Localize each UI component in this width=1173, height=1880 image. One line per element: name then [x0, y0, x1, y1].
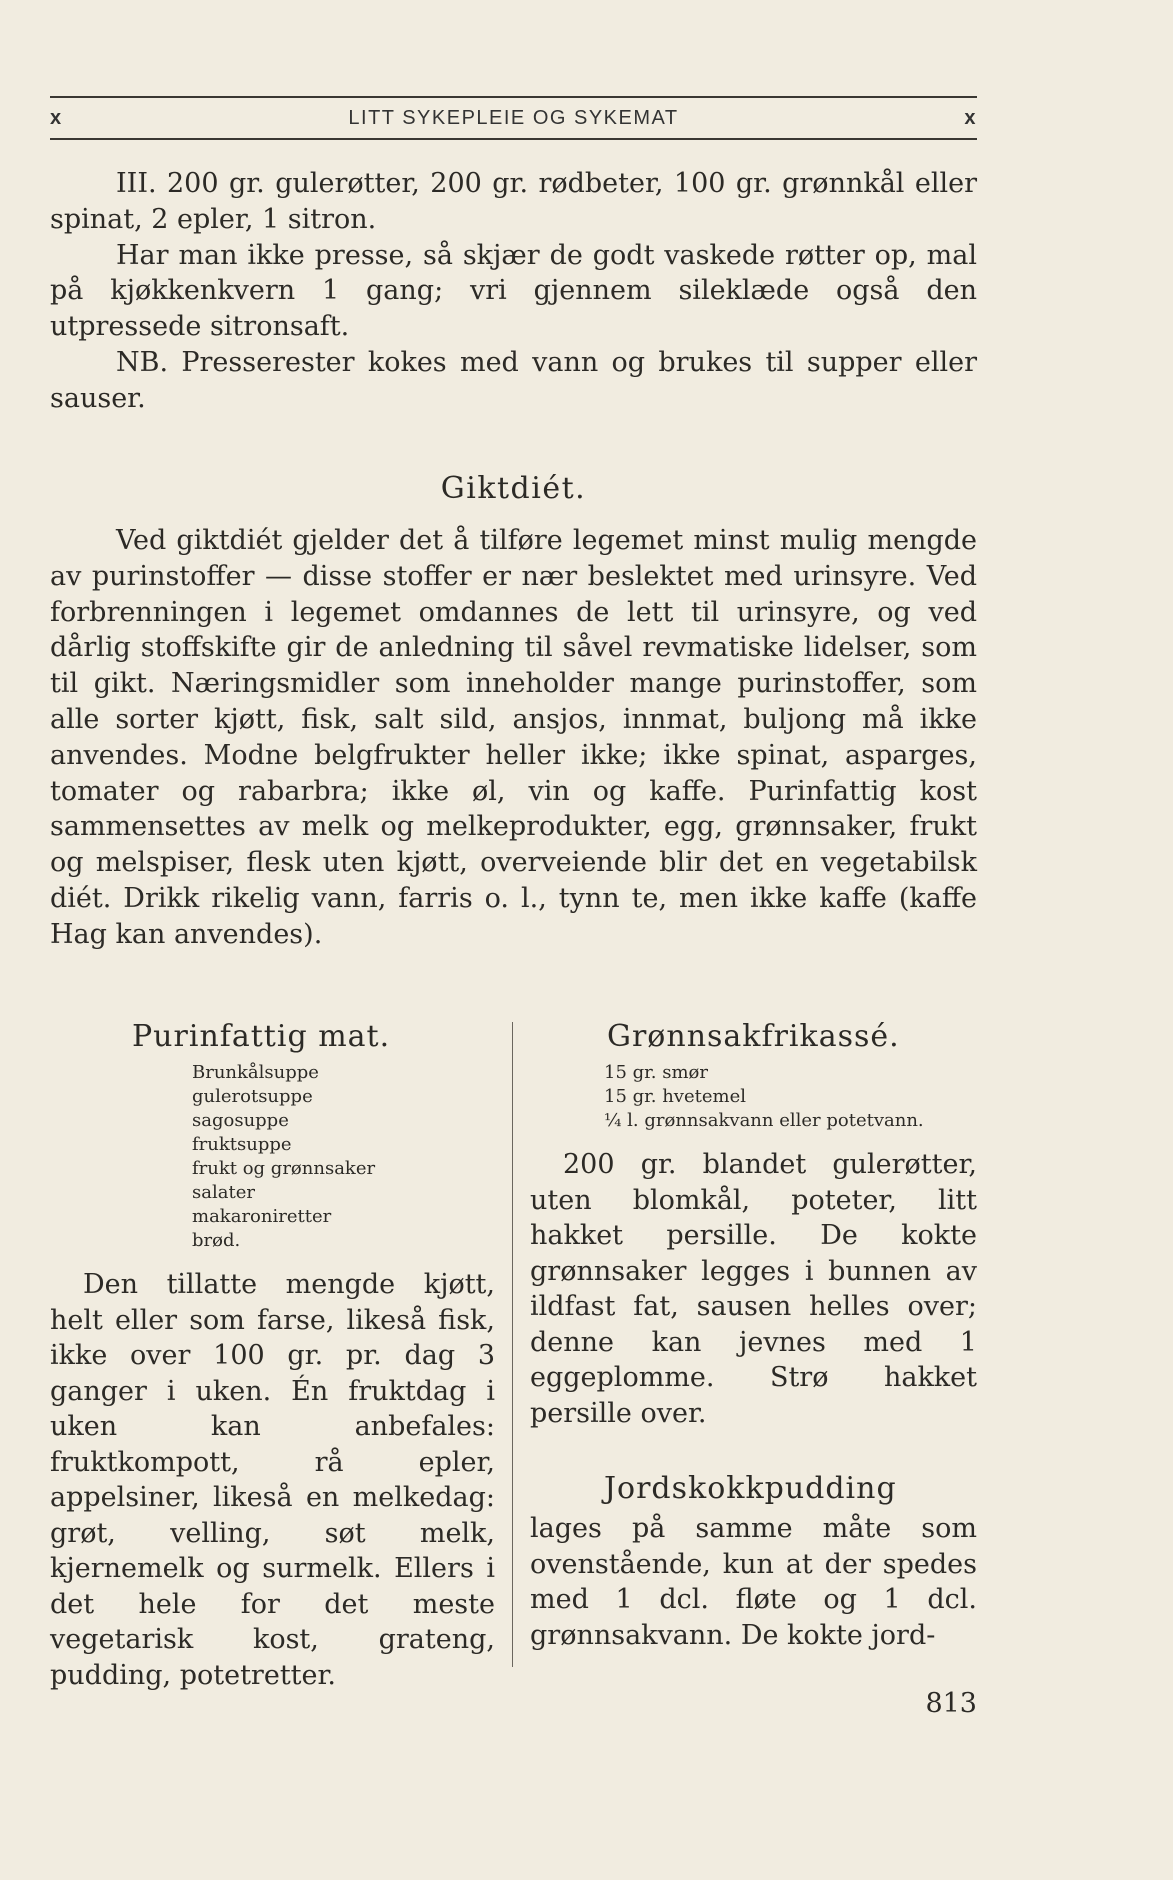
purinfattig-title: Purinfattig mat.: [132, 1019, 391, 1054]
list-item: gulerotsuppe: [192, 1086, 313, 1107]
jordskokk-title: Jordskokkpudding: [604, 1471, 897, 1506]
right-column: [530, 1015, 977, 1653]
header-left-mark: x: [50, 106, 63, 129]
list-item: 15 gr. hvetemel: [604, 1086, 746, 1107]
giktdiet-paragraph: Ved giktdiét gjelder det å tilføre legemet minst mulig mengde av purinstoffer — disse stoffer er nær beslektet med urinsyre. Ved forbrenningen i legemet omdannes de lett til urinsyre, og ved dårlig stoffskifte gir de anledning til såvel revmatiske lidelser, som til gikt. Næringsmidler som inneholder mange purinstoffer, som alle sorter kjøtt, fisk, salt sild, ansjos, innmat, buljong må ikke anvendes. Modne belgfrukter heller ikke; ikke spinat, asparges, tomater og rabarbra; ikke øl, vin og kaffe. Purinfattig kost sammensettes av melk og melkeprodukter, egg, grønnsaker, frukt og melspiser, flesk uten kjøtt, overveiende blir det en vegetabilsk diét. Drikk rikelig vann, farris o. l., tynn te, men ikke kaffe (kaffe Hag kan anvendes).: [50, 525, 977, 950]
jordskokk-paragraph: lages på samme måte som ovenstående, kun at der spedes med 1 dcl. fløte og 1 dcl. grønnsakvann. De kokte jord-: [530, 1513, 977, 1651]
list-item: sagosuppe: [192, 1110, 289, 1131]
list-item: brød.: [192, 1230, 241, 1251]
list-item: salater: [192, 1182, 255, 1203]
giktdiet-section: [50, 523, 977, 953]
list-item: frukt og grønnsaker: [192, 1158, 376, 1179]
list-item: Brunkålsuppe: [192, 1062, 319, 1083]
list-item: fruktsuppe: [192, 1134, 292, 1155]
intro-section: [50, 166, 977, 417]
list-item: makaroniretter: [192, 1206, 332, 1227]
header-title: LITT SYKEPLEIE OG SYKEMAT: [348, 106, 679, 129]
giktdiet-title: Giktdiét.: [440, 471, 587, 506]
running-header: [50, 96, 977, 140]
gronnsakfrikasse-list: [604, 1061, 977, 1133]
purinfattig-paragraph: Den tillatte mengde kjøtt, helt eller som farse, likeså fisk, ikke over 100 gr. pr. dag 3 ganger i uken. Én fruktdag i uken kan anbefales: fruktkompott, rå epler, appelsiner, likeså en melkedag: grøt, velling, søt melk, kjernemelk og surmelk. Ellers i det hele for det meste vegetarisk kost, grateng, pudding, potetretter.: [50, 1269, 495, 1691]
page-number: 813: [925, 1688, 977, 1719]
gronnsakfrikasse-paragraph: 200 gr. blandet gulerøtter, uten blomkål, poteter, litt hakket persille. De kokte grønnsaker legges i bunnen av ildfast fat, sausen helles over; denne kan jevnes med 1 eggeplomme. Strø hakket persille over.: [530, 1149, 977, 1429]
intro-paragraph-1: III. 200 gr. gulerøtter, 200 gr. rødbeter, 100 gr. grønnkål eller spinat, 2 epler, 1 sitron.: [50, 168, 977, 235]
list-item: 15 gr. smør: [604, 1062, 708, 1083]
left-column: [50, 1015, 495, 1693]
list-item: ¼ l. grønnsakvann eller potetvann.: [604, 1110, 924, 1131]
gronnsakfrikasse-title: Grønnsakfrikassé.: [607, 1019, 900, 1054]
purinfattig-list: [192, 1061, 495, 1253]
column-divider: [512, 1022, 513, 1667]
intro-paragraph-2: Har man ikke presse, så skjær de godt vaskede røtter op, mal på kjøkkenkvern 1 gang; vri gjennem sileklæde også den utpressede sitronsaft.: [50, 239, 977, 343]
intro-paragraph-3: NB. Presserester kokes med vann og brukes til supper eller sauser.: [50, 346, 977, 414]
header-right-mark: x: [964, 106, 977, 129]
